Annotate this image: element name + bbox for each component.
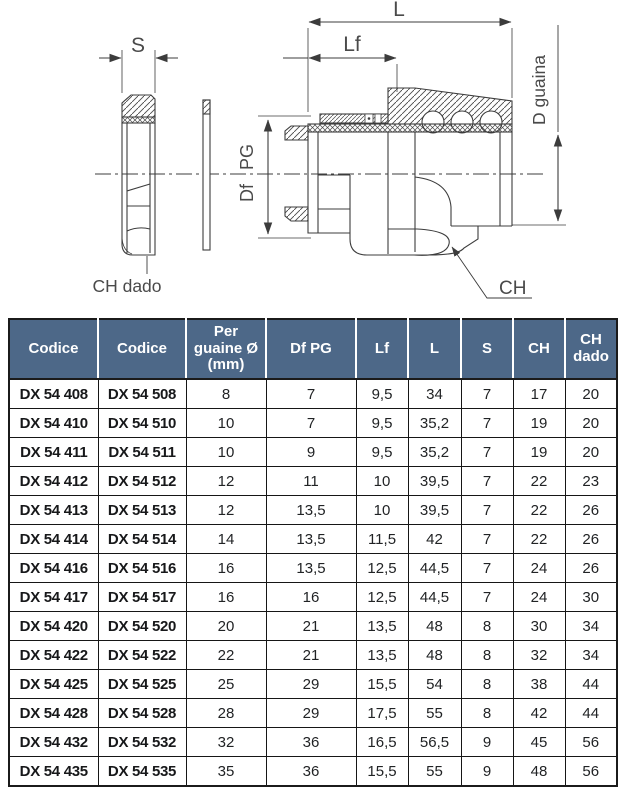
cell-ch: 19 (513, 438, 565, 467)
table-row (9, 757, 617, 787)
cell-lf: 16,5 (356, 728, 408, 757)
cell-s: 9 (461, 757, 513, 787)
spec-table-container (8, 318, 616, 787)
cell-codice-2: DX 54 522 (98, 641, 186, 670)
cell-s: 7 (461, 438, 513, 467)
cell-per-guaine: 16 (186, 583, 266, 612)
cell-ch: 48 (513, 757, 565, 787)
cell-l: 55 (408, 699, 461, 728)
cell-codice-1: DX 54 408 (9, 379, 98, 409)
cell-s: 7 (461, 525, 513, 554)
cell-codice-1: DX 54 416 (9, 554, 98, 583)
cell-codice-1: DX 54 414 (9, 525, 98, 554)
cell-lf: 13,5 (356, 641, 408, 670)
table-row (9, 554, 617, 583)
cell-codice-2: DX 54 512 (98, 467, 186, 496)
label-l: L (393, 0, 405, 21)
col-header-s: S (461, 319, 513, 379)
cell-s: 7 (461, 554, 513, 583)
cell-l: 55 (408, 757, 461, 787)
cell-lf: 12,5 (356, 554, 408, 583)
cell-codice-2: DX 54 508 (98, 379, 186, 409)
cell-ch-dado: 26 (565, 496, 617, 525)
cell-df-pg: 36 (266, 757, 356, 787)
cell-ch-dado: 20 (565, 438, 617, 467)
label-df: Df (237, 184, 257, 202)
label-ch: CH (499, 278, 527, 299)
cell-codice-2: DX 54 516 (98, 554, 186, 583)
cell-ch-dado: 23 (565, 467, 617, 496)
dimension-lf (283, 58, 397, 92)
cell-per-guaine: 12 (186, 496, 266, 525)
cell-df-pg: 7 (266, 409, 356, 438)
col-header-codice-2: Codice (98, 319, 186, 379)
cell-ch: 17 (513, 379, 565, 409)
cell-ch-dado: 20 (565, 409, 617, 438)
cell-s: 7 (461, 409, 513, 438)
table-row (9, 612, 617, 641)
cell-lf: 9,5 (356, 379, 408, 409)
spec-table (8, 318, 618, 787)
cell-ch-dado: 26 (565, 525, 617, 554)
cell-per-guaine: 8 (186, 379, 266, 409)
cell-lf: 13,5 (356, 612, 408, 641)
cell-s: 7 (461, 496, 513, 525)
cell-l: 39,5 (408, 467, 461, 496)
cell-codice-1: DX 54 432 (9, 728, 98, 757)
cell-codice-1: DX 54 411 (9, 438, 98, 467)
cell-codice-2: DX 54 520 (98, 612, 186, 641)
col-header-ch-dado: CH dado (565, 319, 617, 379)
cell-ch-dado: 26 (565, 554, 617, 583)
col-header-ch: CH (513, 319, 565, 379)
col-header-codice-1: Codice (9, 319, 98, 379)
label-lf: Lf (343, 33, 361, 56)
cell-df-pg: 29 (266, 699, 356, 728)
cell-ch: 45 (513, 728, 565, 757)
cell-per-guaine: 22 (186, 641, 266, 670)
cell-ch-dado: 56 (565, 728, 617, 757)
cell-ch: 38 (513, 670, 565, 699)
cell-df-pg: 7 (266, 379, 356, 409)
cell-codice-1: DX 54 417 (9, 583, 98, 612)
table-row (9, 379, 617, 409)
cell-lf: 10 (356, 496, 408, 525)
washer-side-view (203, 100, 210, 250)
gland-section-view (285, 88, 512, 255)
cell-df-pg: 11 (266, 467, 356, 496)
cell-lf: 17,5 (356, 699, 408, 728)
table-row (9, 438, 617, 467)
cell-lf: 15,5 (356, 670, 408, 699)
cell-codice-1: DX 54 410 (9, 409, 98, 438)
cell-lf: 10 (356, 467, 408, 496)
cell-codice-1: DX 54 435 (9, 757, 98, 787)
cell-codice-2: DX 54 535 (98, 757, 186, 787)
cell-df-pg: 13,5 (266, 554, 356, 583)
cell-s: 7 (461, 583, 513, 612)
cell-per-guaine: 32 (186, 728, 266, 757)
cell-lf: 11,5 (356, 525, 408, 554)
cell-codice-2: DX 54 514 (98, 525, 186, 554)
cell-ch: 30 (513, 612, 565, 641)
table-row (9, 496, 617, 525)
cell-lf: 9,5 (356, 438, 408, 467)
cell-per-guaine: 10 (186, 438, 266, 467)
cell-codice-1: DX 54 425 (9, 670, 98, 699)
cell-df-pg: 9 (266, 438, 356, 467)
header-row (9, 319, 617, 379)
cell-df-pg: 16 (266, 583, 356, 612)
cell-codice-2: DX 54 517 (98, 583, 186, 612)
cell-codice-1: DX 54 413 (9, 496, 98, 525)
cell-ch-dado: 44 (565, 670, 617, 699)
cell-per-guaine: 12 (186, 467, 266, 496)
cell-ch: 32 (513, 641, 565, 670)
cell-l: 39,5 (408, 496, 461, 525)
cell-l: 44,5 (408, 554, 461, 583)
cell-s: 9 (461, 728, 513, 757)
cell-ch: 22 (513, 467, 565, 496)
col-header-per-guaine: Per guaine Ø (mm) (186, 319, 266, 379)
table-row (9, 525, 617, 554)
label-pg: PG (237, 143, 257, 171)
cell-df-pg: 21 (266, 641, 356, 670)
cell-codice-2: DX 54 511 (98, 438, 186, 467)
cell-l: 56,5 (408, 728, 461, 757)
cell-codice-1: DX 54 428 (9, 699, 98, 728)
cell-per-guaine: 14 (186, 525, 266, 554)
col-header-l: L (408, 319, 461, 379)
cell-s: 7 (461, 467, 513, 496)
cell-codice-1: DX 54 412 (9, 467, 98, 496)
cell-s: 8 (461, 641, 513, 670)
cell-s: 7 (461, 379, 513, 409)
table-row (9, 641, 617, 670)
cell-ch: 42 (513, 699, 565, 728)
cell-ch: 22 (513, 525, 565, 554)
cell-s: 8 (461, 670, 513, 699)
cell-per-guaine: 20 (186, 612, 266, 641)
cell-ch-dado: 44 (565, 699, 617, 728)
label-d-guaina: D guaina (529, 54, 549, 126)
cell-per-guaine: 35 (186, 757, 266, 787)
label-ch-dado: CH dado (92, 276, 162, 296)
cell-lf: 9,5 (356, 409, 408, 438)
cell-ch: 22 (513, 496, 565, 525)
cell-ch: 19 (513, 409, 565, 438)
cell-df-pg: 21 (266, 612, 356, 641)
cell-codice-1: DX 54 422 (9, 641, 98, 670)
col-header-lf: Lf (356, 319, 408, 379)
cell-codice-2: DX 54 513 (98, 496, 186, 525)
cell-l: 54 (408, 670, 461, 699)
cell-ch-dado: 56 (565, 757, 617, 787)
cell-codice-2: DX 54 525 (98, 670, 186, 699)
table-row (9, 728, 617, 757)
cell-l: 42 (408, 525, 461, 554)
col-header-df-pg: Df PG (266, 319, 356, 379)
cell-lf: 15,5 (356, 757, 408, 787)
cell-df-pg: 13,5 (266, 496, 356, 525)
cell-ch: 24 (513, 554, 565, 583)
cell-per-guaine: 10 (186, 409, 266, 438)
cable-gland-technical-drawing (0, 0, 623, 312)
cell-df-pg: 29 (266, 670, 356, 699)
cell-ch-dado: 34 (565, 612, 617, 641)
cell-lf: 12,5 (356, 583, 408, 612)
table-row (9, 699, 617, 728)
cell-l: 48 (408, 612, 461, 641)
cell-codice-2: DX 54 510 (98, 409, 186, 438)
cell-s: 8 (461, 699, 513, 728)
table-row (9, 467, 617, 496)
cell-codice-2: DX 54 532 (98, 728, 186, 757)
cell-codice-1: DX 54 420 (9, 612, 98, 641)
cell-l: 48 (408, 641, 461, 670)
cell-s: 8 (461, 612, 513, 641)
label-s: S (130, 34, 146, 57)
cell-per-guaine: 25 (186, 670, 266, 699)
cell-df-pg: 13,5 (266, 525, 356, 554)
cell-per-guaine: 16 (186, 554, 266, 583)
cell-l: 35,2 (408, 438, 461, 467)
cell-ch-dado: 20 (565, 379, 617, 409)
cell-l: 35,2 (408, 409, 461, 438)
table-row (9, 670, 617, 699)
cell-per-guaine: 28 (186, 699, 266, 728)
cell-ch: 24 (513, 583, 565, 612)
table-row (9, 583, 617, 612)
cell-ch-dado: 30 (565, 583, 617, 612)
nut-side-view (122, 95, 155, 255)
table-row (9, 409, 617, 438)
cell-ch-dado: 34 (565, 641, 617, 670)
cell-l: 44,5 (408, 583, 461, 612)
cell-l: 34 (408, 379, 461, 409)
cell-codice-2: DX 54 528 (98, 699, 186, 728)
cell-df-pg: 36 (266, 728, 356, 757)
